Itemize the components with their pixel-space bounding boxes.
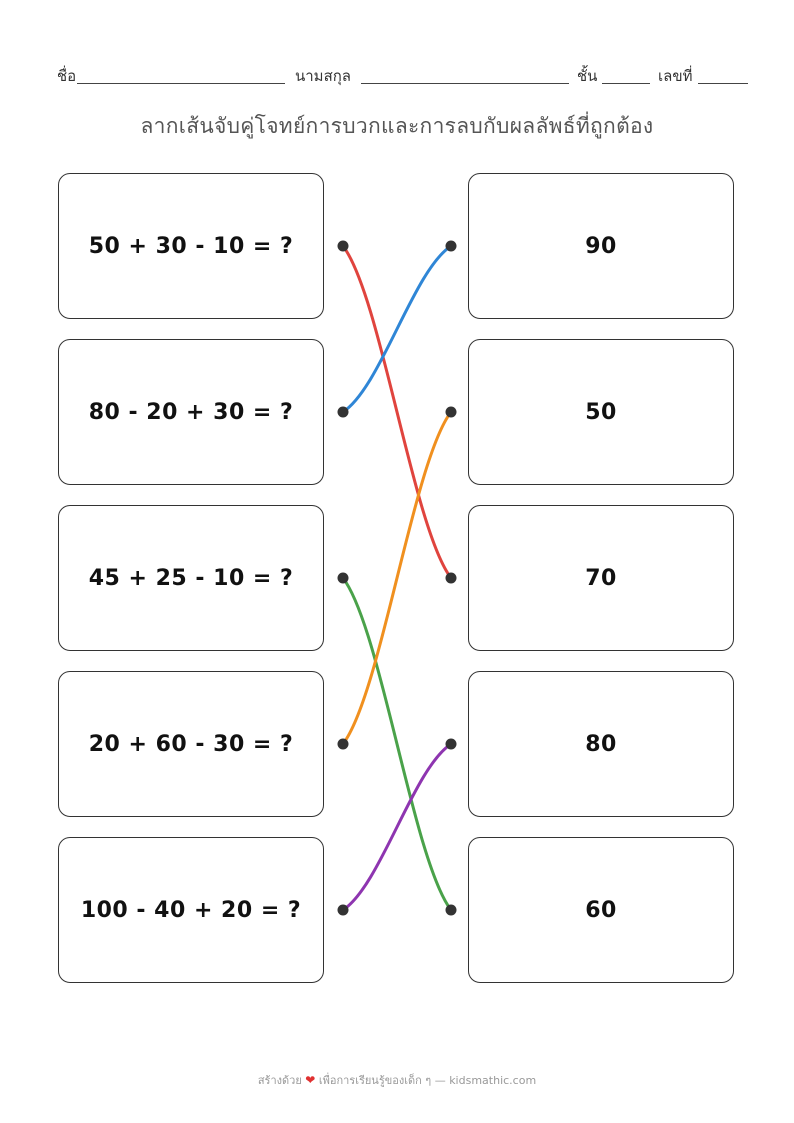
answer-dot[interactable] (446, 407, 457, 418)
connection-line (343, 412, 451, 744)
answer-dot[interactable] (446, 739, 457, 750)
problem-card[interactable]: 45 + 25 - 10 = ? (58, 505, 324, 651)
problem-dot[interactable] (338, 573, 349, 584)
problem-dot[interactable] (338, 407, 349, 418)
footer-made-with: สร้างด้วย (257, 1074, 302, 1087)
connection-line (343, 246, 451, 412)
problem-dot[interactable] (338, 241, 349, 252)
connection-line (343, 744, 451, 910)
connection-line (343, 246, 451, 578)
surname-label: นามสกุล (295, 67, 351, 85)
footer (0, 1071, 794, 1089)
number-field[interactable] (698, 83, 748, 84)
problem-card[interactable]: 80 - 20 + 30 = ? (58, 339, 324, 485)
answer-card[interactable]: 70 (468, 505, 734, 651)
answer-dot[interactable] (446, 241, 457, 252)
name-label: ชื่อ (57, 67, 77, 85)
connection-line (343, 578, 451, 910)
answer-card[interactable]: 80 (468, 671, 734, 817)
footer-text: เพื่อการเรียนรู้ของเด็ก ๆ — kidsmathic.com (318, 1074, 537, 1087)
name-field[interactable] (77, 83, 285, 84)
number-label: เลขที่ (658, 67, 693, 85)
answer-dot[interactable] (446, 573, 457, 584)
problem-card[interactable]: 50 + 30 - 10 = ? (58, 173, 324, 319)
answer-card[interactable]: 60 (468, 837, 734, 983)
answer-card[interactable]: 50 (468, 339, 734, 485)
answer-card[interactable]: 90 (468, 173, 734, 319)
student-info-header (57, 64, 749, 88)
answer-dot[interactable] (446, 905, 457, 916)
heart-icon: ❤ (305, 1073, 316, 1087)
page-title: ลากเส้นจับคู่โจทย์การบวกและการลบกับผลลัพธ์ที่ถูกต้อง (140, 114, 654, 138)
surname-field[interactable] (361, 83, 569, 84)
problem-card[interactable]: 20 + 60 - 30 = ? (58, 671, 324, 817)
class-label: ชั้น (577, 67, 598, 85)
problem-dot[interactable] (338, 905, 349, 916)
class-field[interactable] (602, 83, 650, 84)
problem-dot[interactable] (338, 739, 349, 750)
problem-card[interactable]: 100 - 40 + 20 = ? (58, 837, 324, 983)
